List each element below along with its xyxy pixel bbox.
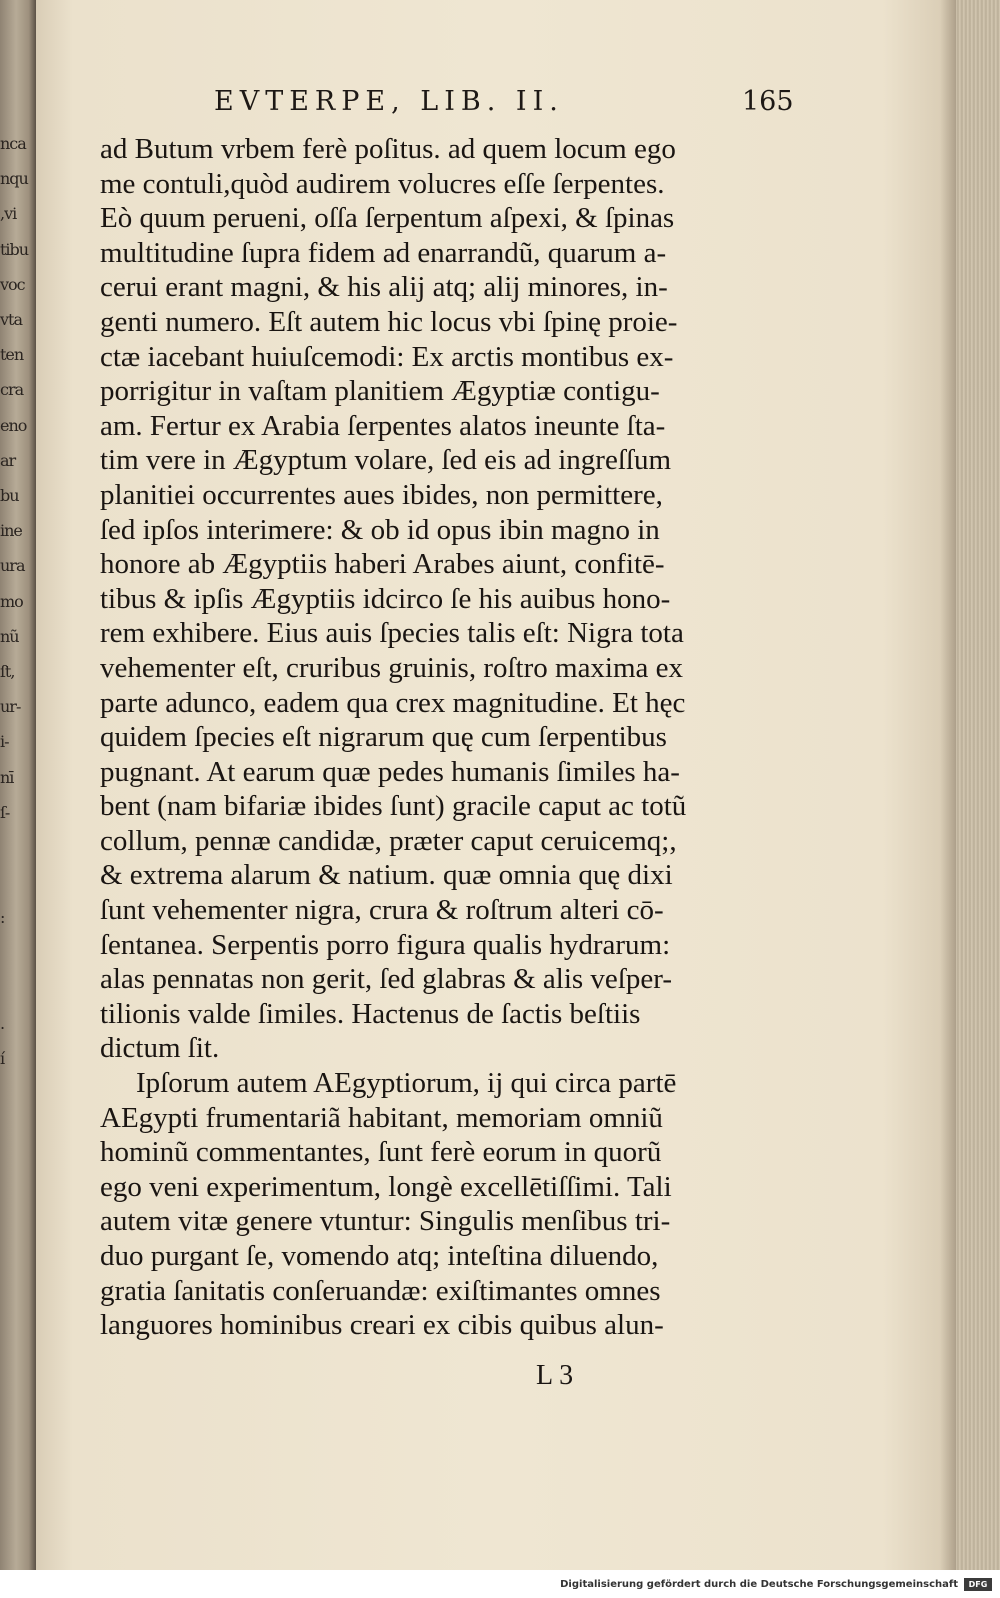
- left-margin-fragments: [0, 126, 36, 1182]
- margin-fragment: ſ-: [0, 802, 10, 822]
- margin-fragment: nī: [0, 767, 14, 787]
- text-line: rem exhibere. Eius auis ſpecies talis eſt: Nigra tota: [100, 617, 684, 650]
- margin-fragment: ine: [0, 521, 22, 541]
- paragraph-1: [100, 132, 800, 1066]
- margin-fragment: í: [0, 1049, 5, 1069]
- signature-mark: L 3: [536, 1360, 574, 1391]
- text-line: alas pennatas non gerit, ſed glabras & alis veſper-: [100, 963, 672, 996]
- digitization-footer: [0, 1570, 1000, 1598]
- page-number: 165: [742, 86, 794, 117]
- left-page-edge: [0, 0, 36, 1570]
- margin-fragment: [0, 830, 36, 865]
- text-line: tibus & ipſis Ægyptiis idcirco ſe his auibus hono-: [100, 582, 671, 615]
- margin-fragment: ſt,: [0, 662, 15, 682]
- margin-fragment: ar: [0, 450, 16, 470]
- text-line: am. Fertur ex Arabia ſerpentes alatos ineunte ſta-: [100, 409, 666, 442]
- margin-fragment: ten: [0, 345, 24, 365]
- margin-fragment: nũ: [0, 626, 19, 646]
- margin-fragment: [0, 865, 36, 900]
- margin-fragment: nca: [0, 134, 26, 153]
- footer-credit: Digitalisierung gefördert durch die Deutsche Forschungsgemeinschaft: [560, 1579, 958, 1590]
- book-page: [36, 0, 956, 1570]
- text-line: duo purgant ſe, vomendo atq; inteſtina diluendo,: [100, 1240, 659, 1272]
- text-line: parte adunco, eadem qua crex magnitudine. Et hęc: [100, 686, 686, 719]
- text-line: ad Butum vrbem ferè poſitus. ad quem locum ego: [100, 133, 676, 165]
- text-line: ctæ iacebant huiuſcemodi: Ex arctis montibus ex-: [100, 340, 674, 373]
- book-fore-edge: [956, 0, 1000, 1570]
- text-line: multitudine ſupra fidem ad enarrandũ, quarum a-: [100, 236, 667, 269]
- text-line: & extrema alarum & natium. quæ omnia quę dixi: [100, 859, 673, 892]
- margin-fragment: bu: [0, 486, 19, 506]
- margin-fragment: .: [0, 1014, 5, 1034]
- text-line: Eò quum perueni, oſſa ſerpentum aſpexi, & ſpinas: [100, 202, 675, 235]
- margin-fragment: eno: [0, 415, 27, 435]
- margin-fragment: voc: [0, 274, 25, 294]
- text-line: hominũ commentantes, ſunt ferè eorum in quorũ: [100, 1136, 662, 1169]
- margin-fragment: vta: [0, 310, 23, 330]
- text-line: autem vitæ genere vtuntur: Singulis menſibus tri-: [100, 1205, 671, 1238]
- margin-fragment: [0, 936, 36, 971]
- text-line: dictum ſit.: [100, 1032, 220, 1065]
- text-line: tilionis valde ſimiles. Hactenus de ſactis beſtiis: [100, 997, 641, 1030]
- margin-fragment: :: [0, 908, 5, 928]
- margin-fragment: cra: [0, 380, 24, 400]
- dfg-logo: DFG: [964, 1578, 992, 1591]
- text-line: cerui erant magni, & his alij atq; alij minores, in-: [100, 271, 668, 304]
- paragraph-2: [100, 1066, 800, 1343]
- text-line: AEgypti frumentariã habitant, memoriam omniũ: [100, 1101, 663, 1134]
- margin-fragment: i-: [0, 732, 9, 752]
- margin-fragment: [0, 1076, 36, 1111]
- margin-fragment: [0, 1147, 36, 1182]
- text-line: vehementer eſt, cruribus gruinis, roſtro maxima ex: [100, 651, 684, 684]
- text-line: ſentanea. Serpentis porro figura qualis hydrarum:: [100, 928, 671, 961]
- text-line: planitiei occurrentes aues ibides, non permittere,: [100, 478, 663, 511]
- body-text: [100, 132, 800, 1343]
- text-line: ſunt vehementer nigra, crura & roſtrum alteri cō-: [100, 894, 664, 927]
- text-line: me contuli,quòd audirem volucres eſſe ſerpentes.: [100, 167, 665, 200]
- text-line: gratia ſanitatis conſeruandæ: exiſtimantes omnes: [100, 1274, 661, 1307]
- text-line: honore ab Ægyptiis haberi Arabes aiunt, confitē-: [100, 548, 665, 581]
- margin-fragment: ,vi: [0, 204, 17, 224]
- text-line: pugnant. At earum quæ pedes humanis ſimiles ha-: [100, 755, 680, 788]
- text-line: Ipſorum autem AEgyptiorum, ij qui circa partē: [136, 1067, 677, 1100]
- text-line: tim vere in Ægyptum volare, ſed eis ad ingreſſum: [100, 444, 672, 477]
- margin-fragment: [0, 971, 36, 1006]
- margin-fragment: ur-: [0, 697, 21, 717]
- text-line: ſed ipſos interimere: & ob id opus ibin magno in: [100, 513, 660, 546]
- text-line: languores hominibus creari ex cibis quibus alun-: [100, 1309, 664, 1342]
- running-head: EVTERPE, LIB. II.: [214, 86, 564, 117]
- text-line: ego veni experimentum, longè excellētiſſimi. Tali: [100, 1170, 672, 1203]
- text-line: collum, pennæ candidæ, præter caput ceruicemq;,: [100, 824, 677, 857]
- margin-fragment: [0, 1112, 36, 1147]
- margin-fragment: tibu: [0, 239, 29, 259]
- text-line: porrigitur in vaſtam planitiem Ægyptiæ contigu-: [100, 375, 660, 408]
- margin-fragment: mo: [0, 591, 23, 611]
- text-line: genti numero. Eſt autem hic locus vbi ſpinę proie-: [100, 305, 678, 338]
- margin-fragment: ura: [0, 556, 25, 576]
- margin-fragment: nqu: [0, 169, 28, 189]
- text-line: bent (nam bifariæ ibides ſunt) gracile caput ac totũ: [100, 790, 687, 823]
- text-line: quidem ſpecies eſt nigrarum quę cum ſerpentibus: [100, 721, 667, 754]
